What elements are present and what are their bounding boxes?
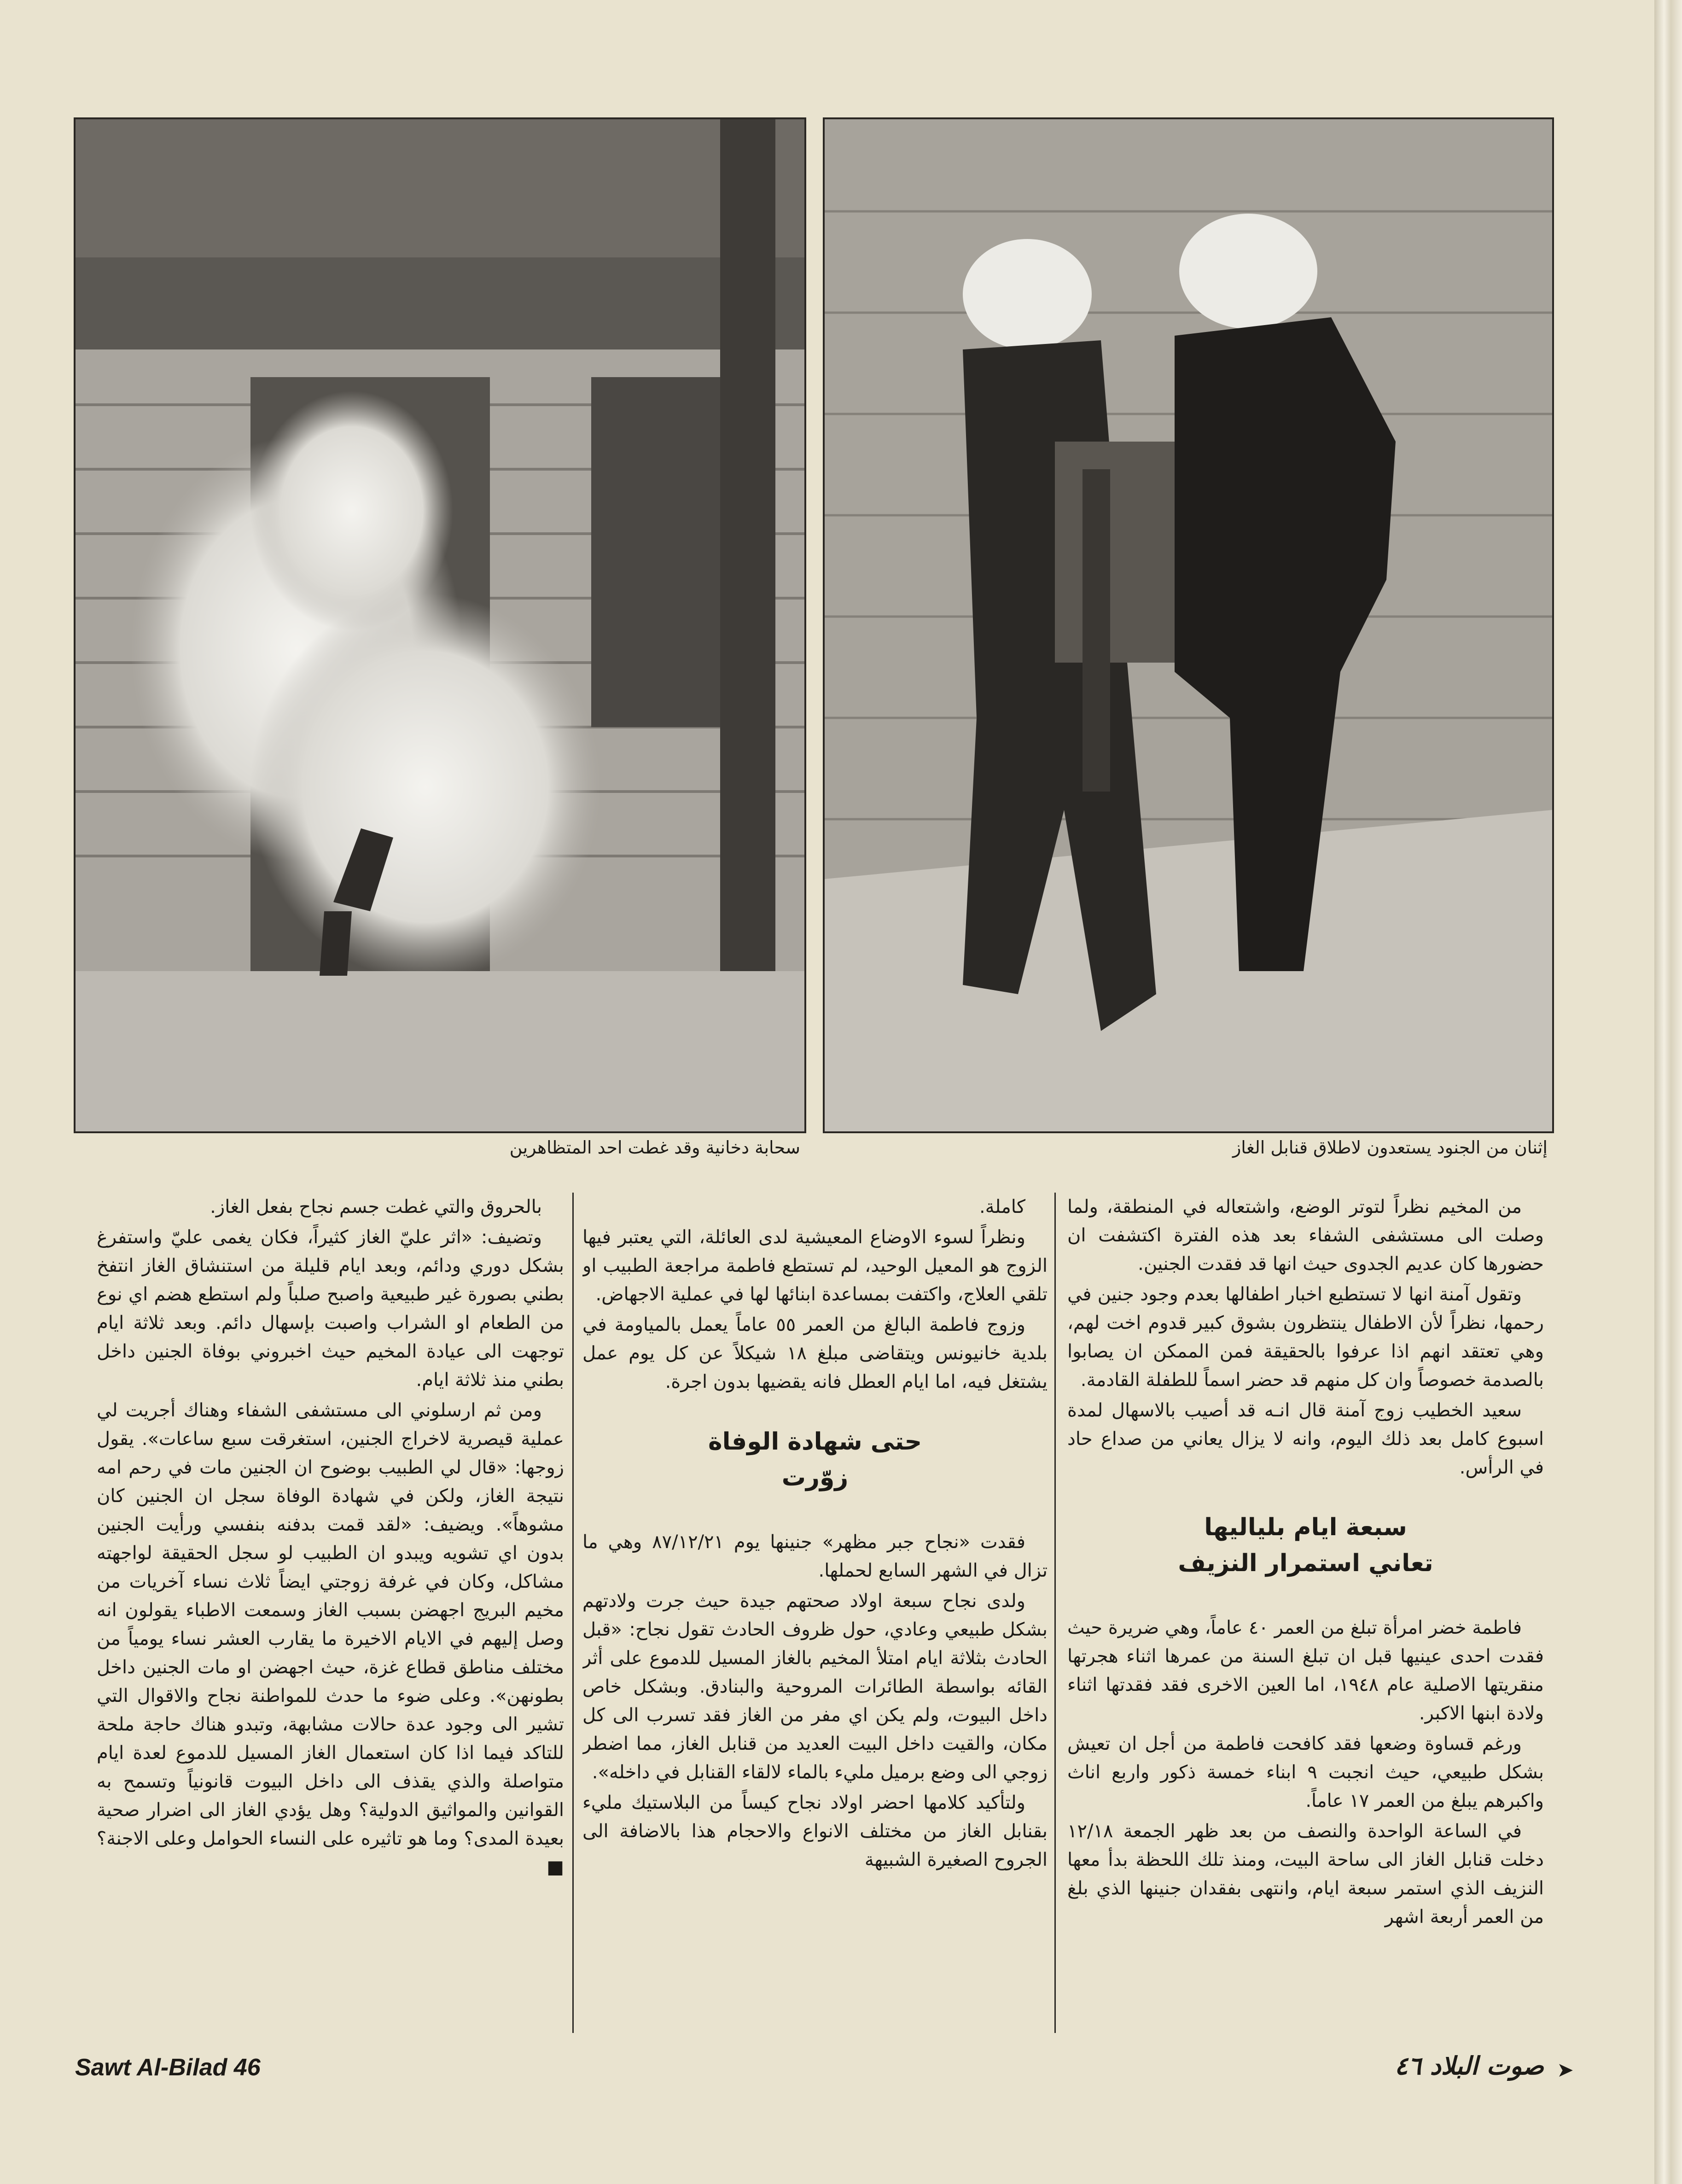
smoke-photo-drawing [76,119,804,1131]
paragraph: في الساعة الواحدة والنصف من بعد ظهر الجمعة ١٢/١٨ دخلت قنابل الغاز الى ساحة البيت، ومنذ تلك اللحظة بدأ معها النزيف الذي استمر سبعة ايام، وانتهى بفقدان جنينها الذي بلغ من العمر أربعة اشهر [1067,1821,1544,1928]
photo-caption-left: سحابة دخانية وقد غطت احد المتظاهرين [509,1137,800,1158]
article-column-right [1067,1193,1544,2033]
paragraph: وتقول آمنة انها لا تستطيع اخبار اطفالها بعدم وجود جنين في رحمها، نظراً لأن الاطفال ينتظرون بشوق كبير قدوم اخت لهم، وهي تعتقد انهم اذا عرفوا بالحقيقة فمن الممكن ان يصابوا بالصدمة خصوصاً وان كل منهم قد حضر اسماً للطفلة القادمة. [1067,1284,1544,1391]
photo-caption-right: إثنان من الجنود يستعدون لاطلاق قنابل الغاز [1232,1137,1548,1158]
column-rule-right [1054,1193,1056,2033]
paragraph: وتضيف: «اثر عليّ الغاز كثيراً، فكان يغمى عليّ واستفرغ بشكل دوري ودائم، وبعد ايام قليلة من استنشاق الغاز انتفخ بطني بصورة غير طبيعية واصبح صلباً ولم استطع هضم اي نوع من الطعام او الشراب واصبت بإسهال دائم. وبعد ثلاثة ايام توجهت الى عيادة المخيم حيث اخبروني بوفاة الجنين داخل بطني منذ ثلاثة ايام. [97,1227,564,1391]
subheading-line: تعاني استمرار النزيف [1178,1549,1433,1577]
photo-soldiers-gas [823,117,1554,1133]
page-edge [1654,0,1682,2184]
column-rule-left [572,1193,574,2033]
paragraph: ورغم قساوة وضعها فقد كافحت فاطمة من أجل ان تعيش بشكل طبيعي، حيث انجبت ٩ ابناء خمسة ذكور واربع اناث واكبرهم يبلغ من العمر ١٧ عاماً. [1067,1733,1544,1811]
paragraph: ومن ثم ارسلوني الى مستشفى الشفاء وهناك أجريت لي عملية قيصرية لاخراج الجنين، استغرقت سبع ساعات». يقول زوجها: «قال لي الطبيب بوضوح ان الجنين مات في رحم امه نتيجة الغاز، ولكن في شهادة الوفاة سجل ان الجنين كان مشوهاً». ويضيف: «لقد قمت بدفنه بنفسي ورأيت الجنين بدون اي تشويه ويبدو ان الطبيب لو سجل الحقيقة لواجهته مشاكل، وكان في غرفة زوجتي ايضاً ثلاث نساء آخريات من مخيم البريج اجهضن بسبب الغاز وسمعت الاطباء يقولون انه وصل إليهم في الايام الاخيرة ما يقارب العشر نساء يومياً من مختلف مناطق قطاع غزة، حيث اجهضن او مات الجنين داخل بطونهن». وعلى ضوء ما حدث للمواطنة نجاح والاقوال التي تشير الى وجود عدة حالات مشابهة، وتبدو هناك حاجة ملحة للتاكد فيما اذا كان استعمال الغاز المسيل للدموع لعدة ايام متواصلة والذي يقذف الى داخل البيوت قانونياً وتسمح به القوانين والمواثيق الدولية؟ وهل يؤدي الغاز الى اضرار صحية بعيدة المدى؟ وما هو تاثيره على النساء الحوامل وعلى الاجنة؟ ■ [97,1400,564,1878]
paragraph: من المخيم نظراً لتوتر الوضع، واشتعاله في المنطقة، ولما وصلت الى مستشفى الشفاء بعد هذه الفترة اكتشفت ان حضورها كان عديم الجدوى حيث انها قد فقدت الجنين. [1067,1196,1544,1275]
subheading-line: سبعة ايام بلياليها [1204,1514,1407,1541]
soldiers-photo-drawing [825,119,1552,1131]
subheading-line: زوّرت [781,1464,849,1491]
paragraph: ولدى نجاح سبعة اولاد صحتهم جيدة حيث جرت ولادتهم بشكل طبيعي وعادي، حول ظروف الحادث تقول نجاح: «قبل الحادث بثلاثة ايام امتلأ المخيم بالغاز المسيل للدموع على أثر القائه بواسطة الطائرات المروحية والبنادق. وبشكل خاص داخل البيوت، ولم يكن اي مفر من الغاز فقد تسرب الى كل مكان، والقيت داخل البيت العديد من قنابل الغاز، مما اضطر زوجي الى وضع برميل مليء بالماء لالقاء القنابل في داخله». [582,1590,1048,1783]
paragraph: ولتأكيد كلامها احضر اولاد نجاح كيساً من البلاستيك مليء بقنابل الغاز من مختلف الانواع والاحجام هذا بالاضافة الى الجروح الصغيرة الشبيهة [582,1792,1048,1870]
paragraph: كاملة. [979,1196,1025,1217]
paragraph: ونظراً لسوء الاوضاع المعيشية لدى العائلة، التي يعتبر فيها الزوج هو المعيل الوحيد، لم تستطع فاطمة مراجعة الطبيب او تلقي العلاج، واكتفت بمساعدة ابنائها لها في عملية الاجهاض. [582,1227,1048,1305]
section-subheading [582,1424,1048,1496]
paragraph: سعيد الخطيب زوج آمنة قال انـه قد أصيب بالاسهال لمدة اسبوع كامل بعد ذلك اليوم، وانه لا يزال يعاني من صداع حاد في الرأس. [1067,1400,1544,1478]
paragraph: فاطمة خضر امرأة تبلغ من العمر ٤٠ عاماً، وهي ضريرة حيث فقدت احدى عينيها قبل ان تبلغ السنة من عمرها اثناء هجرتها منقريتها الاصلية عام ١٩٤٨، اما العين الاخرى فقد فقدتها اثناء ولادة ابنها الاكبر. [1067,1617,1544,1724]
footer-magazine-name-latin: Sawt Al-Bilad 46 [75,2054,261,2081]
arrow-right-icon: ➤ [1557,2058,1574,2082]
subheading-line: حتى شهادة الوفاة [708,1428,922,1456]
article-column-left [97,1193,564,2033]
paragraph: فقدت «نجاح جبر مظهر» جنينها يوم ٨٧/١٢/٢١ وهي ما تزال في الشهر السابع لحملها. [582,1532,1048,1581]
paragraph: وزوج فاطمة البالغ من العمر ٥٥ عاماً يعمل بالمياومة في بلدية خانيونس ويتقاضى مبلغ ١٨ شيكلاً عن كل يوم عمل يشتغل فيه، اما ايام العطل فانه يقضيها بدون اجرة. [582,1314,1048,1392]
section-subheading [1067,1509,1544,1581]
footer-magazine-name-arabic: صوت البلاد ٤٦ [1394,2051,1544,2080]
article-column-middle [582,1193,1048,2033]
photo-smoke-cloud [74,117,806,1133]
paragraph: بالحروق والتي غطت جسم نجاح بفعل الغاز. [210,1196,542,1217]
